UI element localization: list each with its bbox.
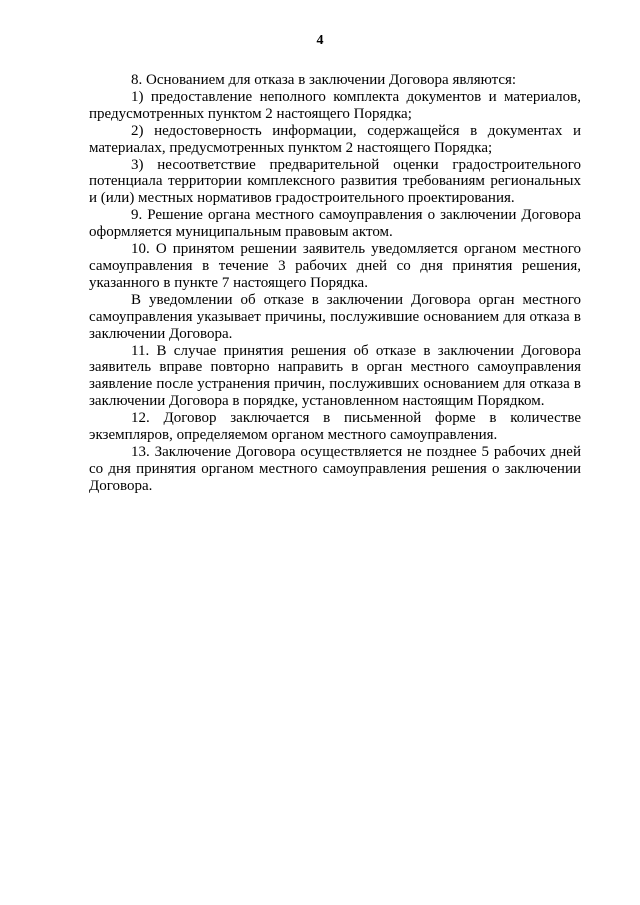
paragraph-9: 9. Решение органа местного самоуправления о заключении Договора оформляется муниципальным правовым актом. (89, 207, 581, 241)
paragraph-8-item-2: 2) недостоверность информации, содержащейся в документах и материалах, предусмотренных пунктом 2 настоящего Порядка; (89, 122, 581, 156)
page-number: 4 (316, 33, 324, 48)
paragraph-8: 8. Основанием для отказа в заключении Договора являются: (131, 72, 517, 88)
paragraph-8-item-3: 3) несоответствие предварительной оценки градостроительного потенциала территории комплексного развития требованиям региональных и (или) местных нормативов градостроительного проектирования. (89, 156, 581, 207)
paragraph-8-item-1: 1) предоставление неполного комплекта документов и материалов, предусмотренных пунктом 2 настоящего Порядка; (89, 88, 581, 122)
document-body (89, 72, 581, 495)
paragraph-11: 11. В случае принятия решения об отказе в заключении Договора заявитель вправе повторно направить в орган местного самоуправления заявление после устранения причин, послуживших основанием для отказа в заключении Договора в порядке, установленном настоящим Порядком. (89, 342, 581, 410)
paragraph-13: 13. Заключение Договора осуществляется не позднее 5 рабочих дней со дня принятия органом местного самоуправления решения о заключении Договора. (89, 443, 581, 494)
paragraph-10: 10. О принятом решении заявитель уведомляется органом местного самоуправления в течение 3 рабочих дней со дня принятия решения, указанного в пункте 7 настоящего Порядка. (89, 241, 581, 291)
paragraph-10-notice: В уведомлении об отказе в заключении Договора орган местного самоуправления указывает причины, послужившие основанием для отказа в заключении Договора. (89, 291, 581, 342)
paragraph-12: 12. Договор заключается в письменной форме в количестве экземпляров, определяемом органом местного самоуправления. (89, 410, 581, 444)
